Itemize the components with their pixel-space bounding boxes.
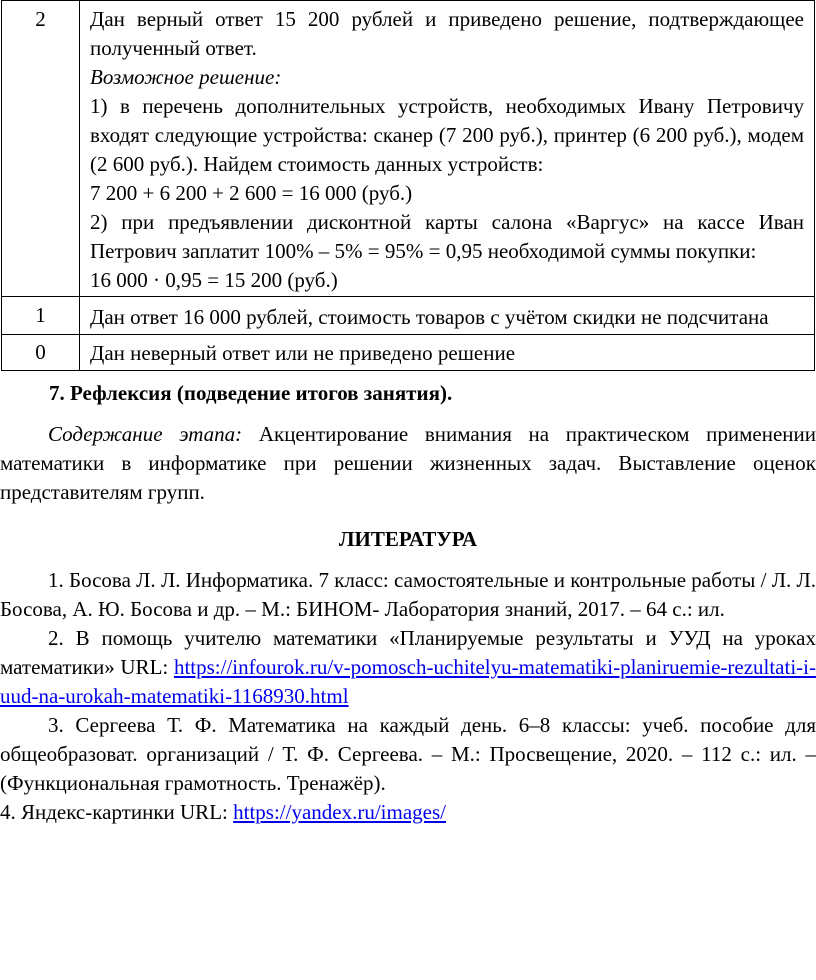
solution-label: Возможное решение: — [90, 65, 282, 89]
content-text: Акцентирование внимания на практическом применении математики в информатике при решении жизненных задач. Выставление оценок представителям групп. — [0, 422, 816, 504]
solution-step-2: 2) при предъявлении дисконтной карты салона «Варгус» на кассе Иван Петрович заплатит 100% – 5% = 95% = 0,95 необходимой суммы покупки: — [90, 210, 804, 263]
criteria-row-score-2 — [2, 1, 815, 297]
reference-item-1: 1. Босова Л. Л. Информатика. 7 класс: самостоятельные и контрольные работы / Л. Л. Босова, А. Ю. Босова и др. – М.: БИНОМ- Лаборатория знаний, 2017. – 64 с.: ил. — [0, 568, 816, 621]
reference-text: 4. Яндекс-картинки URL: — [0, 800, 234, 824]
literature-heading: ЛИТЕРАТУРА — [338, 527, 478, 551]
criteria-text: Дан ответ 16 000 рублей, стоимость товаров с учётом скидки не подсчитана — [90, 305, 769, 329]
reference-item-3: 3. Сергеева Т. Ф. Математика на каждый день. 6–8 классы: учеб. пособие для общеобразоват. организаций / Т. Ф. Сергеева. – М.: Просвещение, 2020. – 112 с.: ил. – (Функциональная грамотность. Тренажёр). — [0, 713, 816, 795]
criteria-text: Дан верный ответ 15 200 рублей и приведено решение, подтверждающее полученный ответ. — [90, 7, 804, 60]
score-cell: 1 — [2, 297, 80, 335]
content-label: Содержание этапа: — [48, 422, 243, 446]
criteria-description — [80, 1, 815, 297]
reference-link-yandex-images[interactable]: https://yandex.ru/images/ — [233, 800, 446, 824]
reference-item-4 — [0, 798, 816, 827]
reference-link-infourok[interactable]: https://infourok.ru/v-pomosch-uchitelyu-matematiki-planiruemie-rezultati-i-uud-na-urokah-matematiki-1168930.html — [0, 655, 816, 708]
solution-calc-2: 16 000 · 0,95 = 15 200 (руб.) — [90, 268, 338, 292]
reference-item-2 — [0, 624, 816, 711]
solution-step-1: 1) в перечень дополнительных устройств, необходимых Ивану Петровичу входят следующие устройства: сканер (7 200 руб.), принтер (6 200 руб.), модем (2 600 руб.). Найдем стоимость данных устройств: — [90, 94, 804, 176]
section-content-paragraph — [0, 420, 816, 507]
score-cell: 0 — [2, 335, 80, 371]
criteria-description — [80, 335, 815, 371]
section-heading: 7. Рефлексия (подведение итогов занятия). — [49, 381, 453, 405]
criteria-row-score-1 — [2, 297, 815, 335]
criteria-row-score-0 — [2, 335, 815, 371]
criteria-text: Дан неверный ответ или не приведено решение — [90, 341, 516, 365]
reference-text: 2. В помощь учителю математики «Планируемые результаты и УУД на уроках математики» URL: — [0, 626, 816, 679]
grading-criteria-table — [1, 0, 815, 371]
score-cell: 2 — [2, 1, 80, 297]
criteria-description — [80, 297, 815, 335]
solution-calc-1: 7 200 + 6 200 + 2 600 = 16 000 (руб.) — [90, 181, 413, 205]
